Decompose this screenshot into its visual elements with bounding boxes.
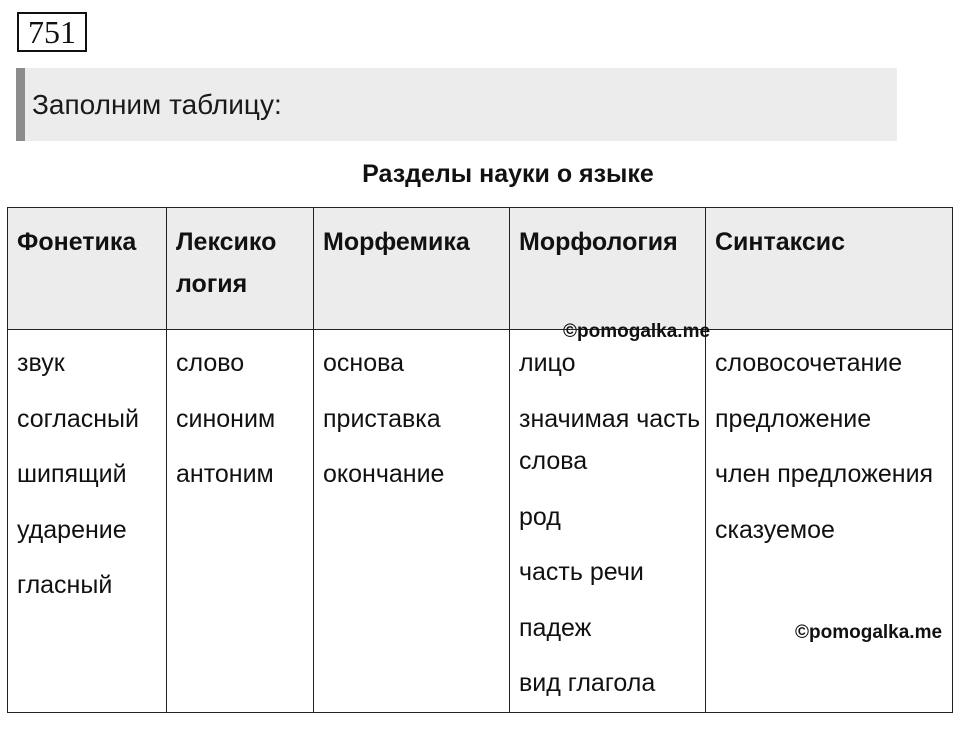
term: звук — [17, 349, 65, 377]
term: словосочетание — [715, 349, 903, 377]
term: часть речи — [519, 558, 644, 586]
table-row — [8, 330, 953, 713]
term: значимая часть слова — [519, 404, 701, 475]
term: вид глагола — [519, 669, 656, 697]
header-morphemics: Морфемика — [314, 208, 510, 330]
term: приставка — [323, 404, 441, 433]
term: сказуемое — [715, 516, 835, 544]
term: ударение — [17, 515, 127, 544]
column-phonetics — [8, 330, 167, 713]
intro-text: Заполним таблицу: — [16, 68, 897, 141]
table-title: Разделы науки о языке — [362, 160, 654, 188]
term: гласный — [17, 571, 113, 599]
term: лицо — [519, 349, 576, 377]
column-morphology — [510, 330, 706, 713]
watermark: ©pomogalka.me — [563, 321, 711, 342]
header-morphology: Морфология — [510, 208, 706, 330]
task-number: 751 — [17, 12, 87, 52]
watermark: ©pomogalka.me — [795, 622, 943, 643]
column-morphemics — [314, 330, 510, 713]
term: синоним — [176, 404, 276, 433]
term: предложение — [715, 404, 872, 433]
term: основа — [323, 349, 405, 377]
header-phonetics: Фонетика — [8, 208, 167, 330]
term: шипящий — [17, 460, 127, 488]
term: род — [519, 502, 561, 531]
header-syntax: Синтаксис — [706, 208, 953, 330]
term: слово — [176, 349, 245, 377]
term: падеж — [519, 613, 592, 642]
column-lexicology — [167, 330, 314, 713]
term: окончание — [323, 460, 445, 488]
table-header-row — [8, 208, 953, 330]
term: член предложения — [715, 460, 934, 488]
term: согласный — [17, 404, 139, 433]
header-lexicology: Лексико логия — [167, 208, 314, 330]
column-syntax — [706, 330, 953, 713]
term: антоним — [176, 460, 274, 488]
